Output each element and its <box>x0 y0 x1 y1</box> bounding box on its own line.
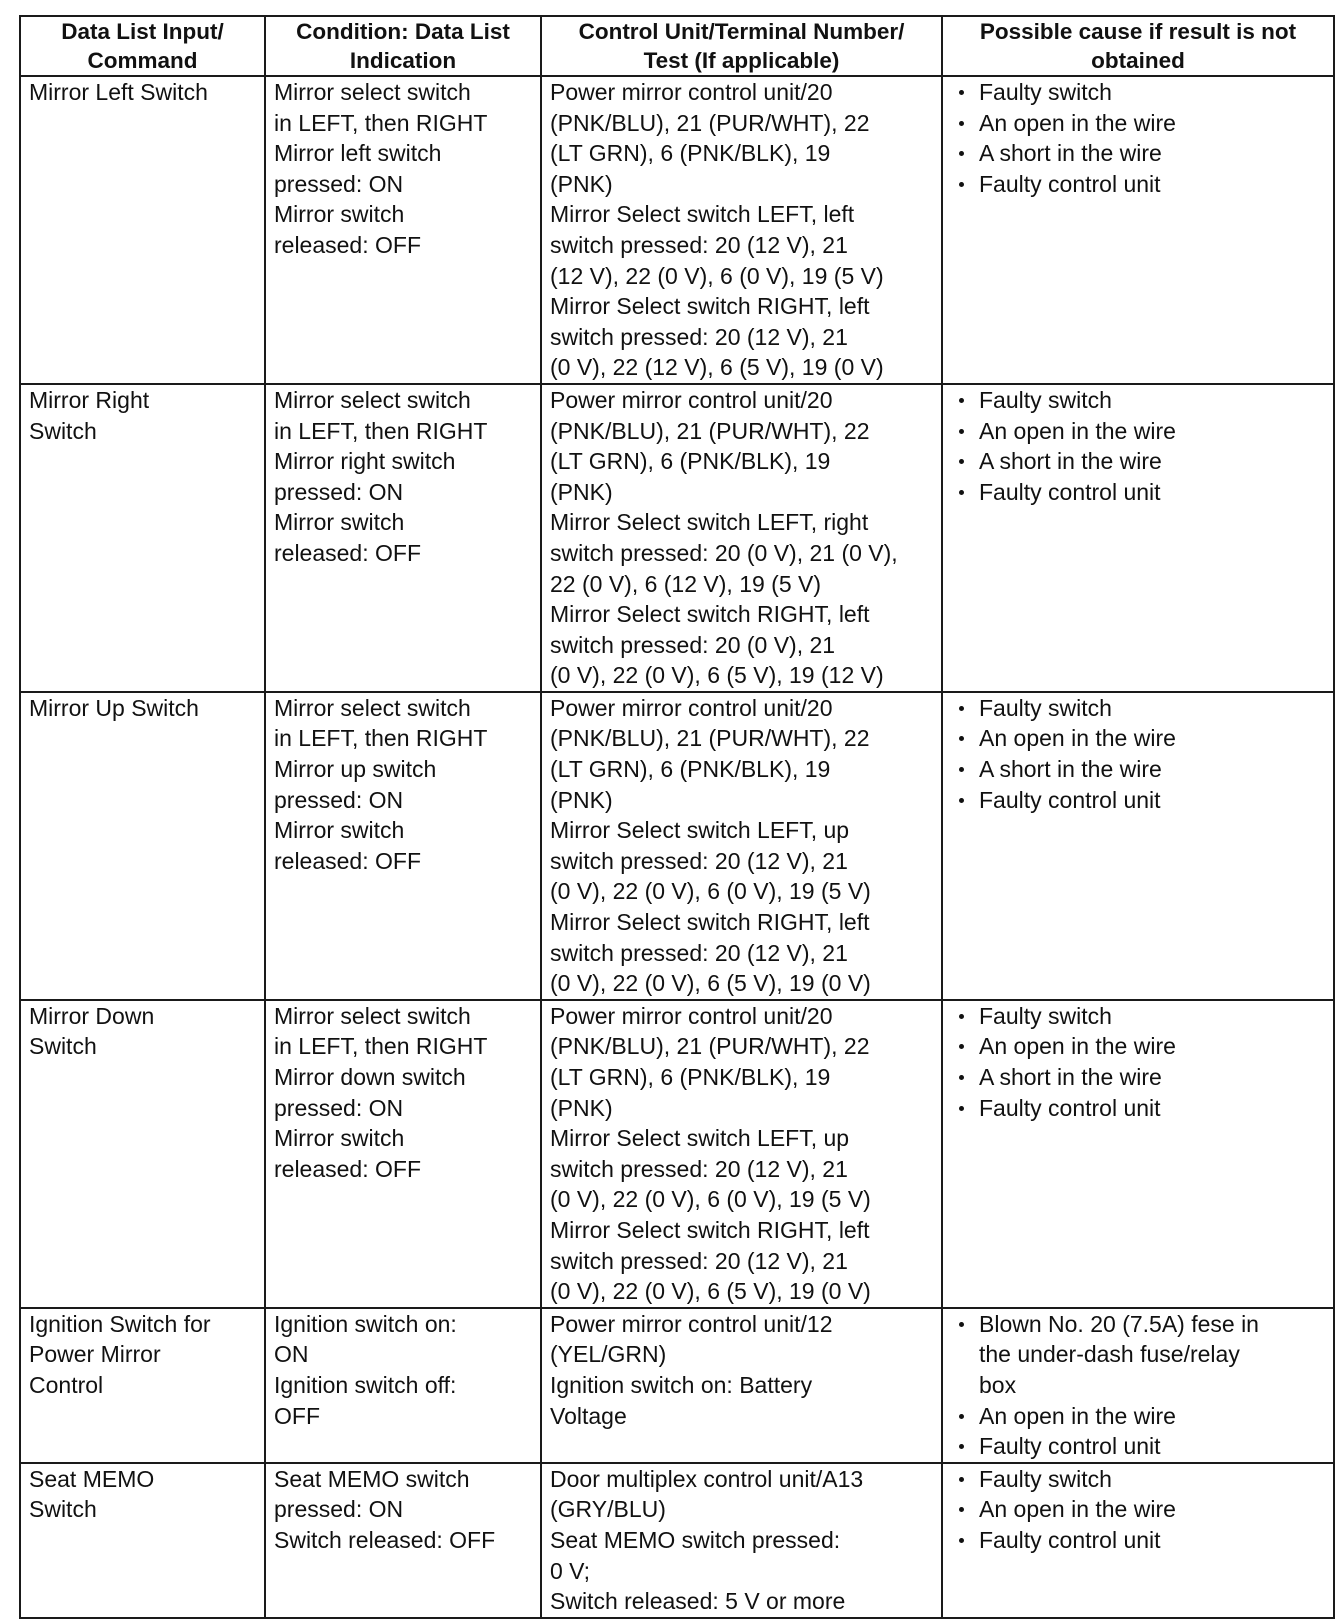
control-text-line: switch pressed: 20 (12 V), 21 <box>550 1247 848 1274</box>
control-text-line: Voltage <box>550 1402 627 1429</box>
cell-control-unit <box>541 1000 942 1308</box>
table-body <box>20 76 1334 1618</box>
control-text-line: 0 V; <box>550 1557 591 1584</box>
cell-input-command <box>20 1000 265 1308</box>
header-text: Possible cause if result is not <box>979 19 1297 44</box>
cell-input-command <box>20 692 265 1000</box>
table-row <box>20 1000 1334 1308</box>
cause-bullet-item: An open in the wire <box>951 1494 1327 1525</box>
condition-text-line: Mirror up switch <box>274 756 437 783</box>
control-text-line: switch pressed: 20 (0 V), 21 <box>550 631 836 658</box>
control-text-line: switch pressed: 20 (12 V), 21 <box>550 847 848 874</box>
condition-text-line: Mirror left switch <box>274 140 442 167</box>
control-text-line: (YEL/GRN) <box>550 1341 667 1368</box>
cause-bullet-item: Faulty switch <box>951 693 1327 724</box>
control-text-line: (PNK/BLU), 21 (PUR/WHT), 22 <box>550 417 870 444</box>
condition-text-line: pressed: ON <box>274 1094 404 1121</box>
control-text-line: (0 V), 22 (0 V), 6 (0 V), 19 (5 V) <box>550 878 871 905</box>
condition-text-line: Mirror switch <box>274 1125 405 1152</box>
condition-text-line: Mirror right switch <box>274 448 456 475</box>
input-text-line: Power Mirror <box>29 1341 161 1368</box>
header-possible-cause <box>942 16 1334 76</box>
condition-text-line: in LEFT, then RIGHT <box>274 417 488 444</box>
cell-possible-cause <box>942 76 1334 384</box>
table-header <box>20 16 1334 76</box>
control-text-line: (0 V), 22 (0 V), 6 (5 V), 19 (0 V) <box>550 970 871 997</box>
cause-bullet-item: An open in the wire <box>951 108 1327 139</box>
cause-bullet-item: Faulty switch <box>951 1464 1327 1495</box>
table-row <box>20 76 1334 384</box>
condition-text-line: Mirror switch <box>274 817 405 844</box>
control-text-line: Mirror Select switch LEFT, up <box>550 817 850 844</box>
header-text: Data List Input/ <box>61 19 224 44</box>
control-text-line: (PNK/BLU), 21 (PUR/WHT), 22 <box>550 109 870 136</box>
condition-text-line: in LEFT, then RIGHT <box>274 725 488 752</box>
control-text-line: Mirror Select switch LEFT, left <box>550 201 855 228</box>
control-text-line: Ignition switch on: Battery <box>550 1371 813 1398</box>
control-text-line: (0 V), 22 (0 V), 6 (5 V), 19 (12 V) <box>550 662 884 689</box>
control-text-line: switch pressed: 20 (12 V), 21 <box>550 1155 848 1182</box>
cause-bullet-item: A short in the wire <box>951 754 1327 785</box>
control-text-line: (PNK) <box>550 786 613 813</box>
control-text-line: (LT GRN), 6 (PNK/BLK), 19 <box>550 448 831 475</box>
cause-bullet-item: Faulty control unit <box>951 785 1327 816</box>
cause-bullet-item: Blown No. 20 (7.5A) fese in <box>951 1309 1327 1340</box>
condition-text-line: pressed: ON <box>274 478 404 505</box>
control-text-line: Mirror Select switch LEFT, up <box>550 1125 850 1152</box>
input-text-line: Ignition Switch for <box>29 1310 211 1337</box>
condition-text-line: released: OFF <box>274 1155 421 1182</box>
header-text: Command <box>87 48 198 73</box>
cell-input-command <box>20 384 265 692</box>
input-text-line: Mirror Down <box>29 1002 155 1029</box>
table-row <box>20 384 1334 692</box>
cell-possible-cause <box>942 1000 1334 1308</box>
header-text: Test (If applicable) <box>643 48 840 73</box>
condition-text-line: Ignition switch off: <box>274 1371 457 1398</box>
table-row <box>20 692 1334 1000</box>
condition-text-line: Ignition switch on: <box>274 1310 457 1337</box>
control-text-line: (PNK) <box>550 170 613 197</box>
condition-text-line: in LEFT, then RIGHT <box>274 1033 488 1060</box>
control-text-line: Power mirror control unit/20 <box>550 694 833 721</box>
condition-text-line: in LEFT, then RIGHT <box>274 109 488 136</box>
cell-condition <box>265 692 541 1000</box>
control-text-line: Power mirror control unit/20 <box>550 386 833 413</box>
control-text-line: Mirror Select switch LEFT, right <box>550 509 869 536</box>
control-text-line: (0 V), 22 (0 V), 6 (0 V), 19 (5 V) <box>550 1186 871 1213</box>
condition-text-line: Mirror select switch <box>274 386 471 413</box>
condition-text-line: OFF <box>274 1402 320 1429</box>
condition-text-line: Mirror select switch <box>274 79 471 105</box>
control-text-line: Mirror Select switch RIGHT, left <box>550 293 870 320</box>
control-text-line: switch pressed: 20 (0 V), 21 (0 V), <box>550 539 898 566</box>
cause-bullet-item: Faulty switch <box>951 385 1327 416</box>
header-condition <box>265 16 541 76</box>
data-list-table <box>19 15 1335 1619</box>
header-input-command <box>20 16 265 76</box>
condition-text-line: Mirror select switch <box>274 694 471 721</box>
control-text-line: (LT GRN), 6 (PNK/BLK), 19 <box>550 1064 831 1090</box>
input-text-line: Switch <box>29 1033 97 1060</box>
cell-possible-cause <box>942 1308 1334 1463</box>
control-text-line: (0 V), 22 (12 V), 6 (5 V), 19 (0 V) <box>550 354 884 381</box>
condition-text-line: Switch released: OFF <box>274 1526 496 1553</box>
cell-control-unit <box>541 1463 942 1618</box>
cell-control-unit <box>541 692 942 1000</box>
condition-text-line: released: OFF <box>274 539 421 566</box>
input-text-line: Mirror Left Switch <box>29 79 208 105</box>
control-text-line: Power mirror control unit/20 <box>550 1002 833 1029</box>
cause-bullet-continuation: box <box>979 1371 1017 1398</box>
condition-text-line: released: OFF <box>274 847 421 874</box>
cause-bullet-item: Faulty control unit <box>951 477 1327 508</box>
cause-bullet-item: An open in the wire <box>951 723 1327 754</box>
control-text-line: (0 V), 22 (0 V), 6 (5 V), 19 (0 V) <box>550 1278 871 1305</box>
cell-condition <box>265 1000 541 1308</box>
control-text-line: Seat MEMO switch pressed: <box>550 1526 841 1553</box>
cell-possible-cause <box>942 1463 1334 1618</box>
input-text-line: Control <box>29 1371 104 1398</box>
control-text-line: Switch released: 5 V or more <box>550 1588 846 1615</box>
cell-input-command <box>20 1463 265 1618</box>
cause-bullet-item: A short in the wire <box>951 446 1327 477</box>
cause-bullet-item: Faulty control unit <box>951 1431 1327 1462</box>
cell-condition <box>265 76 541 384</box>
control-text-line: (LT GRN), 6 (PNK/BLK), 19 <box>550 756 831 783</box>
table-row <box>20 1463 1334 1618</box>
header-text: Control Unit/Terminal Number/ <box>578 19 905 44</box>
cell-control-unit <box>541 1308 942 1463</box>
header-control-unit <box>541 16 942 76</box>
control-text-line: (PNK) <box>550 478 613 505</box>
cause-bullet-item: Faulty switch <box>951 77 1327 108</box>
header-text: obtained <box>1091 48 1185 73</box>
control-text-line: switch pressed: 20 (12 V), 21 <box>550 939 848 966</box>
header-text: Condition: Data List <box>296 19 510 44</box>
input-text-line: Switch <box>29 1496 97 1523</box>
condition-text-line: Seat MEMO switch <box>274 1465 470 1492</box>
cause-bullet-item: Faulty control unit <box>951 169 1327 200</box>
control-text-line: Mirror Select switch RIGHT, left <box>550 909 870 936</box>
control-text-line: Door multiplex control unit/A13 <box>550 1465 864 1492</box>
control-text-line: Power mirror control unit/12 <box>550 1310 833 1337</box>
cell-condition <box>265 1463 541 1618</box>
cell-control-unit <box>541 76 942 384</box>
control-text-line: (PNK/BLU), 21 (PUR/WHT), 22 <box>550 725 870 752</box>
control-text-line: (GRY/BLU) <box>550 1496 666 1523</box>
cell-possible-cause <box>942 384 1334 692</box>
control-text-line: switch pressed: 20 (12 V), 21 <box>550 231 848 258</box>
control-text-line: Mirror Select switch RIGHT, left <box>550 601 870 628</box>
cause-bullet-item: Faulty switch <box>951 1001 1327 1032</box>
cause-bullet-item: An open in the wire <box>951 416 1327 447</box>
condition-text-line: Mirror switch <box>274 509 405 536</box>
control-text-line: Mirror Select switch RIGHT, left <box>550 1216 870 1243</box>
cause-bullet-item: A short in the wire <box>951 1062 1327 1093</box>
condition-text-line: pressed: ON <box>274 786 404 813</box>
control-text-line: switch pressed: 20 (12 V), 21 <box>550 323 848 350</box>
control-text-line: (LT GRN), 6 (PNK/BLK), 19 <box>550 140 831 167</box>
input-text-line: Seat MEMO <box>29 1465 155 1492</box>
cell-control-unit <box>541 384 942 692</box>
control-text-line: (12 V), 22 (0 V), 6 (0 V), 19 (5 V) <box>550 262 884 289</box>
header-row <box>20 16 1334 76</box>
condition-text-line: pressed: ON <box>274 1496 404 1523</box>
cell-condition <box>265 384 541 692</box>
condition-text-line: Mirror down switch <box>274 1064 466 1090</box>
control-text-line: Power mirror control unit/20 <box>550 79 833 105</box>
cause-bullet-item: An open in the wire <box>951 1031 1327 1062</box>
input-text-line: Switch <box>29 417 97 444</box>
condition-text-line: ON <box>274 1341 309 1368</box>
cause-bullet-item: Faulty control unit <box>951 1093 1327 1124</box>
cause-bullet-item: A short in the wire <box>951 138 1327 169</box>
table-row <box>20 1308 1334 1463</box>
input-text-line: Mirror Up Switch <box>29 694 199 721</box>
control-text-line: (PNK/BLU), 21 (PUR/WHT), 22 <box>550 1033 870 1060</box>
cause-bullet-item: Faulty control unit <box>951 1525 1327 1556</box>
cell-input-command <box>20 76 265 384</box>
condition-text-line: Mirror select switch <box>274 1002 471 1029</box>
cell-input-command <box>20 1308 265 1463</box>
header-text: Indication <box>349 48 457 73</box>
cause-bullet-continuation: the under-dash fuse/relay <box>979 1341 1240 1368</box>
condition-text-line: released: OFF <box>274 231 421 258</box>
cell-condition <box>265 1308 541 1463</box>
condition-text-line: pressed: ON <box>274 170 404 197</box>
cause-bullet-item: An open in the wire <box>951 1401 1327 1432</box>
control-text-line: 22 (0 V), 6 (12 V), 19 (5 V) <box>550 570 822 597</box>
input-text-line: Mirror Right <box>29 386 150 413</box>
condition-text-line: Mirror switch <box>274 201 405 228</box>
cell-possible-cause <box>942 692 1334 1000</box>
control-text-line: (PNK) <box>550 1094 613 1121</box>
